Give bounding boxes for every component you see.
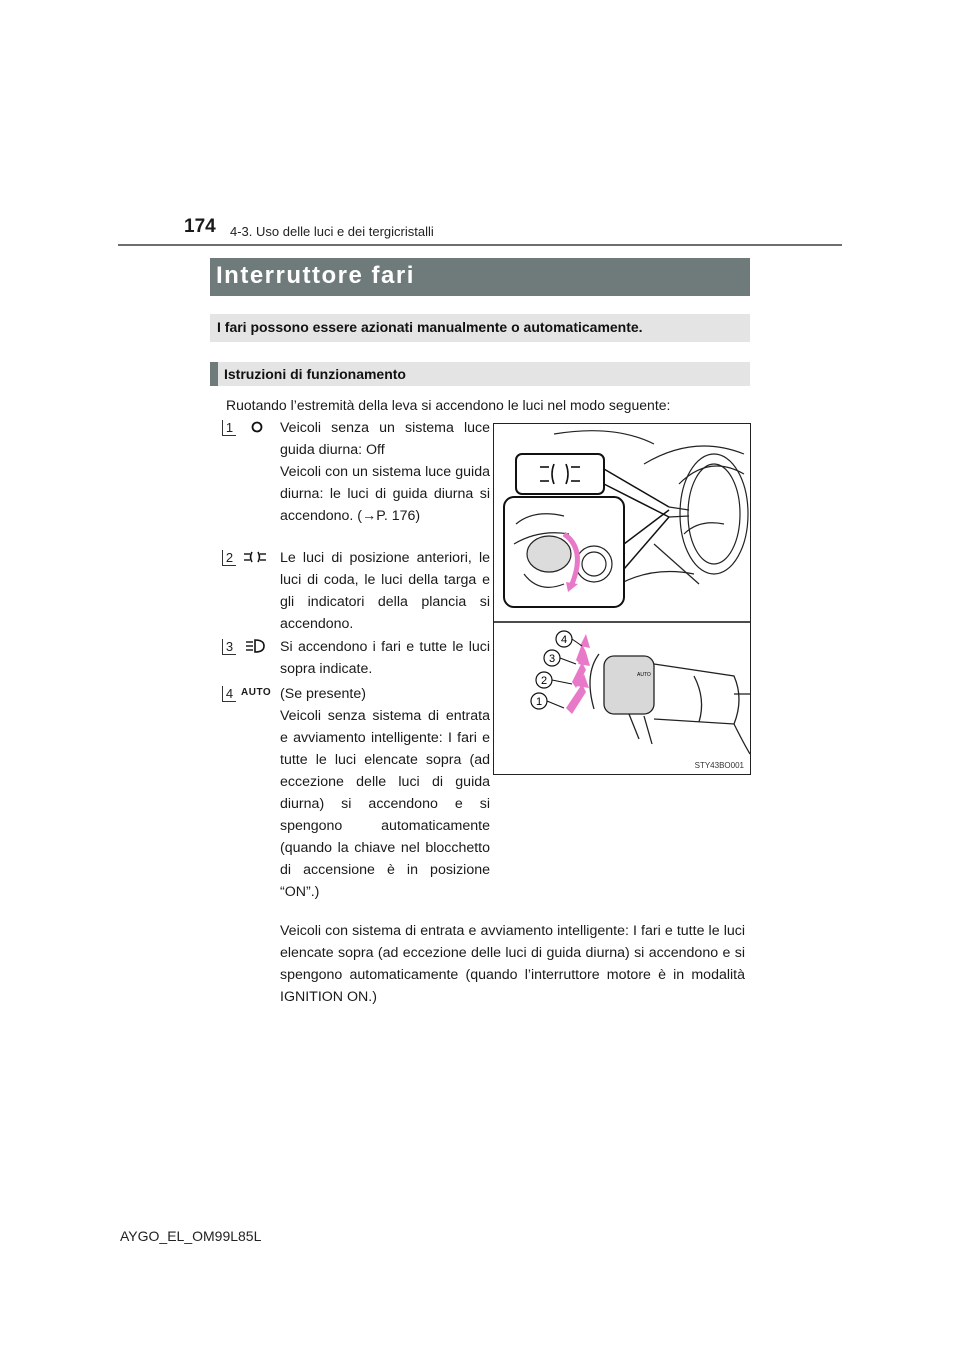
item-number-3: 3 <box>222 638 236 655</box>
page-number: 174 <box>184 216 216 237</box>
subsection-accent <box>210 362 218 386</box>
intro-text: I fari possono essere azionati manualmente o automaticamente. <box>217 319 643 335</box>
tail-paragraph <box>280 920 745 1008</box>
tail-text: Veicoli con sistema di entrata e avviamento intelligente: I fari e tutte le luci elencate sopra (ad eccezione delle luci di guida diurna) si accendono e si spengono automaticamente (quando l’interruttore motore è in modalità IGNITION ON.) <box>280 923 745 1005</box>
section-title: 4-3. Uso delle luci e dei tergicristalli <box>230 224 434 239</box>
figure-callout-3: 3 <box>548 653 556 665</box>
figure-callout-4: 4 <box>560 634 568 646</box>
item-text-1 <box>280 417 490 527</box>
item-number-4: 4 <box>222 685 236 702</box>
subsection-title: Istruzioni di funzionamento <box>224 366 406 382</box>
figure-code: STY43BO001 <box>694 761 744 770</box>
item-number-2: 2 <box>222 549 236 566</box>
item-1-line-2: Veicoli con un sistema luce guida diurna: le luci di guida diurna si accendono. (→P. 176) <box>280 464 490 524</box>
item-3-line-1: Si accendono i fari e tutte le luci sopra indicate. <box>280 639 490 677</box>
lead-text: Ruotando l’estremità della leva si accendono le luci nel modo seguente: <box>226 397 671 413</box>
auto-icon: AUTO <box>241 687 272 698</box>
off-circle-icon <box>250 420 264 439</box>
figure-callout-2: 2 <box>540 675 548 687</box>
item-4-line-1: (Se presente) <box>280 686 366 702</box>
item-text-2 <box>280 547 490 635</box>
footer-code: AYGO_EL_OM99L85L <box>120 1228 262 1244</box>
switch-auto-mark: AUTO <box>637 672 651 678</box>
page-title: Interruttore fari <box>216 262 415 289</box>
headlight-switch-figure <box>493 423 751 775</box>
figure-illustration <box>494 424 750 774</box>
item-text-4 <box>280 683 490 903</box>
headlight-icon <box>244 638 266 659</box>
item-4-line-2: Veicoli senza sistema di entrata e avviamento intelligente: I fari e tutte le luci elencate sopra (ad eccezione delle luci di guida diurna) si accendono e si spengono automaticamente (quando la chiave nel blocchetto di accensione è in posizione “ON”.) <box>280 708 490 900</box>
figure-callout-1: 1 <box>535 696 543 708</box>
item-text-3 <box>280 636 490 680</box>
item-1-line-1: Veicoli senza un sistema luce guida diurna: Off <box>280 420 490 458</box>
position-lights-icon <box>242 550 268 569</box>
header-rule <box>118 244 842 246</box>
item-number-1: 1 <box>222 419 236 436</box>
item-2-line-1: Le luci di posizione anteriori, le luci di coda, le luci della targa e gli indicatori della plancia si accendono. <box>280 550 490 632</box>
